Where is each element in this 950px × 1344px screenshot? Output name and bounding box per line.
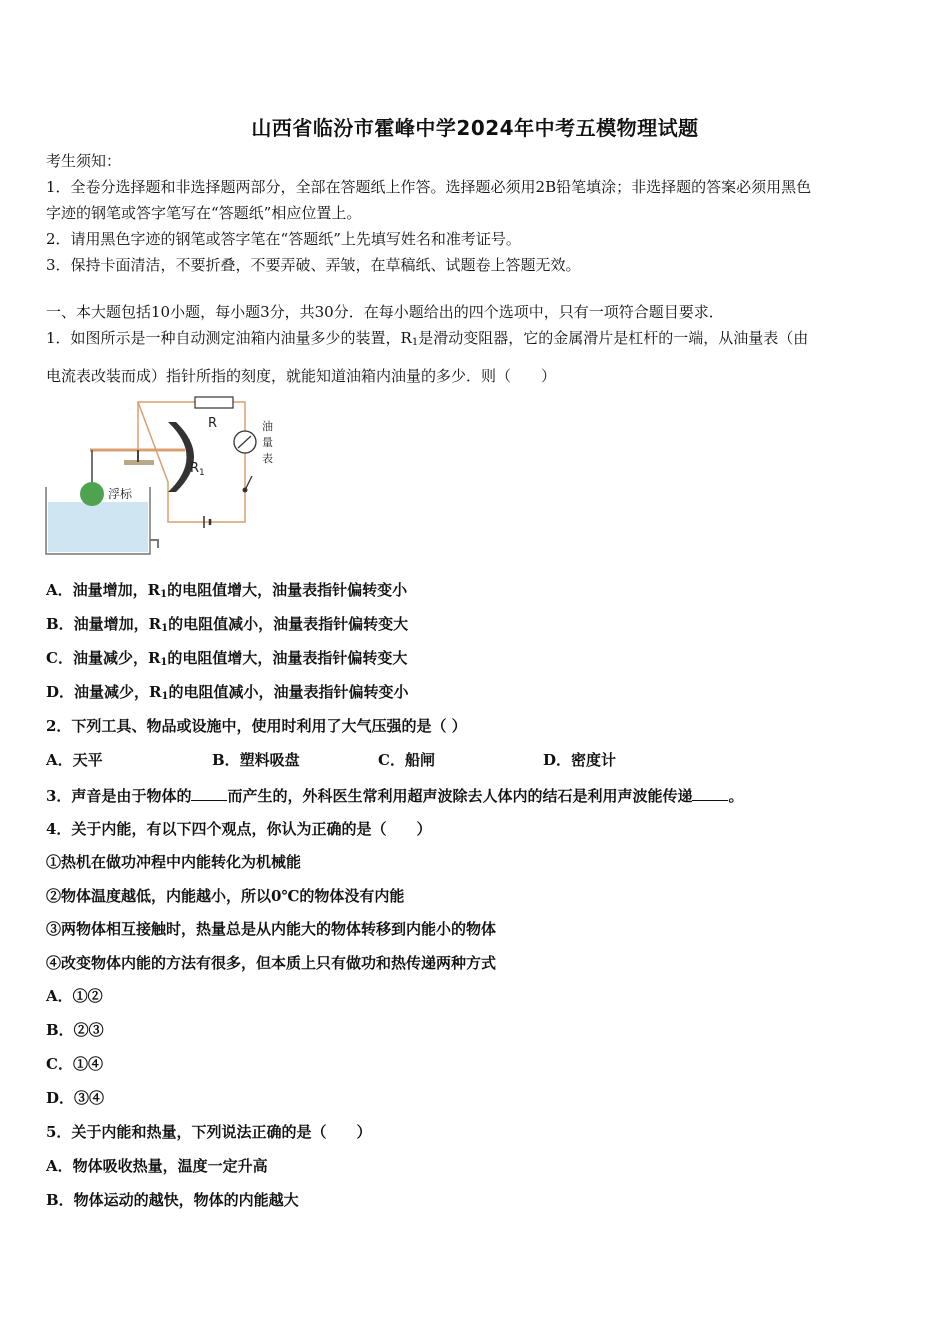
resistor-r-label: R [208,416,218,431]
q1-option-c[interactable] [46,647,407,674]
q1-option-c-part2: 的电阻值增大，油量表指针偏转变大 [167,649,408,667]
q1-option-b-part1: B．油量增加，R [46,615,162,633]
q5-option-a[interactable]: A．物体吸收热量，温度一定升高 [46,1157,268,1175]
notice-item-2: 2．请用黑色字迹的钢笔或答字笔在“答题纸”上先填写姓名和准考证号。 [46,230,521,248]
q4-view-1: ①热机在做功冲程中内能转化为机械能 [46,853,302,871]
tank-tap-icon [150,540,158,548]
q1-option-d[interactable] [46,681,408,708]
notice-item-1a: 1．全卷分选择题和非选择题两部分，全部在答题纸上作答。选择题必须用2B铅笔填涂；非选择题的答案必须用黑色 [46,178,812,196]
meter-label-2: 量 [262,436,273,449]
q2-stem: 2．下列工具、物品或设施中，使用时利用了大气压强的是（ ） [46,717,467,735]
q2-option-d[interactable]: D．密度计 [543,751,617,769]
notice-heading: 考生须知： [46,152,122,170]
q1-stem-part-b: 是滑动变阻器，它的金属滑片是杠杆的一端，从油量表（由 [418,329,809,347]
notice-item-3: 3．保持卡面清洁，不要折叠，不要弄破、弄皱，在草稿纸、试题卷上答题无效。 [46,256,581,274]
q5-option-b[interactable]: B．物体运动的越快，物体的内能越大 [46,1191,299,1209]
q4-option-a[interactable]: A．①② [46,987,103,1005]
q1-option-c-sub: 1 [160,657,168,668]
r1-label [190,461,205,478]
q3-stem-part-a: 3．声音是由于物体的 [46,787,192,805]
q1-stem-line1 [46,327,808,354]
q3-stem-part-b: 而产生的，外科医生常利用超声波除去人体内的结石是利用声波能传递 [227,787,693,805]
q4-view-2: ②物体温度越低，内能越小，所以0℃的物体没有内能 [46,887,405,905]
q1-option-b[interactable] [46,613,408,640]
q4-option-b[interactable]: B．②③ [46,1021,104,1039]
q3-stem [46,785,743,807]
q4-view-4: ④改变物体内能的方法有很多，但本质上只有做功和热传递两种方式 [46,954,497,972]
q1-option-a-part2: 的电阻值增大，油量表指针偏转变小 [167,581,408,599]
r1-label-main: R [190,461,200,476]
float-ball-icon [80,482,104,506]
q3-blank-2[interactable] [692,786,728,801]
q1-option-c-part1: C．油量减少，R [46,649,161,667]
float-label: 浮标 [108,487,133,501]
q1-option-a-part1: A．油量增加，R [46,581,161,599]
q1-option-a[interactable] [46,579,407,606]
q3-blank-1[interactable] [191,786,227,801]
meter-label-3: 表 [262,452,273,465]
q1-option-d-part2: 的电阻值减小，油量表指针偏转变小 [168,683,409,701]
q1-option-d-part1: D．油量减少，R [46,683,162,701]
r1-label-sub: 1 [199,468,205,478]
oil-in-tank [48,502,148,552]
q4-stem: 4．关于内能，有以下四个观点，你认为正确的是（ ） [46,820,432,838]
page-title: 山西省临汾市霍峰中学2024年中考五模物理试题 [251,116,699,140]
q1-option-d-sub: 1 [161,691,169,702]
q1-option-a-sub: 1 [160,589,168,600]
q1-circuit-figure [40,392,290,562]
q1-stem-part-a: 1．如图所示是一种自动测定油箱内油量多少的装置，R [46,329,412,347]
q2-option-b[interactable]: B．塑料吸盘 [212,751,300,769]
q1-stem-line2: 电流表改装而成）指针所指的刻度，就能知道油箱内油量的多少．则（ ） [46,367,557,385]
q4-option-c[interactable]: C．①④ [46,1055,103,1073]
q2-option-a[interactable]: A．天平 [46,751,103,769]
q1-option-b-sub: 1 [161,623,169,634]
meter-label-1: 油 [262,420,273,433]
notice-item-1b: 字迹的钢笔或答字笔写在“答题纸”相应位置上。 [46,204,362,222]
q4-option-d[interactable]: D．③④ [46,1089,105,1107]
section-heading: 一、本大题包括10小题，每小题3分，共30分．在每小题给出的四个选项中，只有一项符合题目要求． [46,303,724,321]
q5-stem: 5．关于内能和热量，下列说法正确的是（ ） [46,1123,372,1141]
q1-option-b-part2: 的电阻值减小，油量表指针偏转变大 [168,615,409,633]
q1-stem-sub: 1 [411,337,419,348]
q4-view-3: ③两物体相互接触时，热量总是从内能大的物体转移到内能小的物体 [46,920,497,938]
variable-resistor-r1 [168,422,194,492]
resistor-r-symbol [195,397,233,408]
switch-icon [245,476,252,490]
q2-option-c[interactable]: C．船闸 [378,751,435,769]
q3-stem-part-c: 。 [728,787,744,805]
